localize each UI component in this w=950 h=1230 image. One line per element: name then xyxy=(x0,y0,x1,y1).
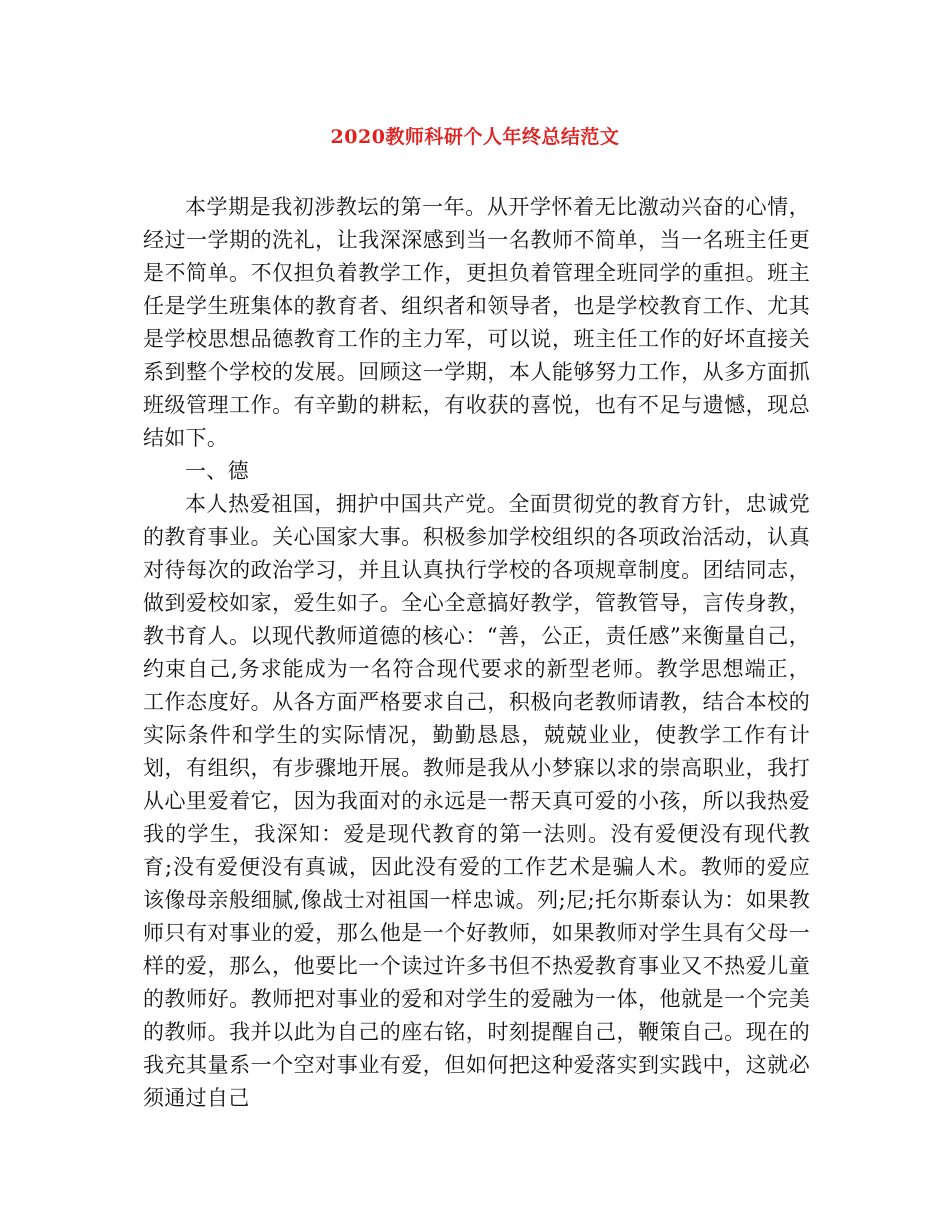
paragraph-de: 本人热爱祖国，拥护中国共产党。全面贯彻党的教育方针，忠诚党的教育事业。关心国家大事。积极参加学校组织的各项政治活动，认真对待每次的政治学习，并且认真执行学校的各项规章制度。团结同志，做到爱校如家，爱生如子。全心全意搞好教学，管教管导，言传身教，教书育人。以现代教师道德的核心：“善，公正，责任感”来衡量自己，约束自己,务求能成为一名符合现代要求的新型老师。教学思想端正，工作态度好。从各方面严格要求自己，积极向老教师请教，结合本校的实际条件和学生的实际情况，勤勤恳恳，兢兢业业，使教学工作有计划，有组织，有步骤地开展。教师是我从小梦寐以求的崇高职业，我打从心里爱着它，因为我面对的永远是一帮天真可爱的小孩，所以我热爱我的学生，我深知：爱是现代教育的第一法则。没有爱便没有现代教育;没有爱便没有真诚，因此没有爱的工作艺术是骗人术。教师的爱应该像母亲般细腻,像战士对祖国一样忠诚。列;尼;托尔斯泰认为：如果教师只有对事业的爱，那么他是一个好教师，如果教师对学生具有父母一样的爱，那么，他要比一个读过许多书但不热爱教育事业又不热爱儿童的教师好。教师把对事业的爱和对学生的爱融为一体，他就是一个完美的教师。我并以此为自己的座右铭，时刻提醒自己，鞭策自己。现在的我充其量系一个空对事业有爱，但如何把这种爱落实到实践中，这就必须通过自己 xyxy=(143,492,810,1110)
section-heading-de: 一、德 xyxy=(185,459,249,483)
document-title: 2020教师科研个人年终总结范文 xyxy=(330,126,620,148)
document-body xyxy=(143,191,810,1115)
paragraph-intro: 本学期是我初涉教坛的第一年。从开学怀着无比激动兴奋的心情，经过一学期的洗礼，让我深深感到当一名教师不简单，当一名班主任更是不简单。不仅担负着教学工作，更担负着管理全班同学的重担。班主任是学生班集体的教育者、组织者和领导者，也是学校教育工作、尤其是学校思想品德教育工作的主力军，可以说，班主任工作的好坏直接关系到整个学校的发展。回顾这一学期，本人能够努力工作，从多方面抓班级管理工作。有辛勤的耕耘，有收获的喜悦，也有不足与遗憾，现总结如下。 xyxy=(143,195,810,450)
